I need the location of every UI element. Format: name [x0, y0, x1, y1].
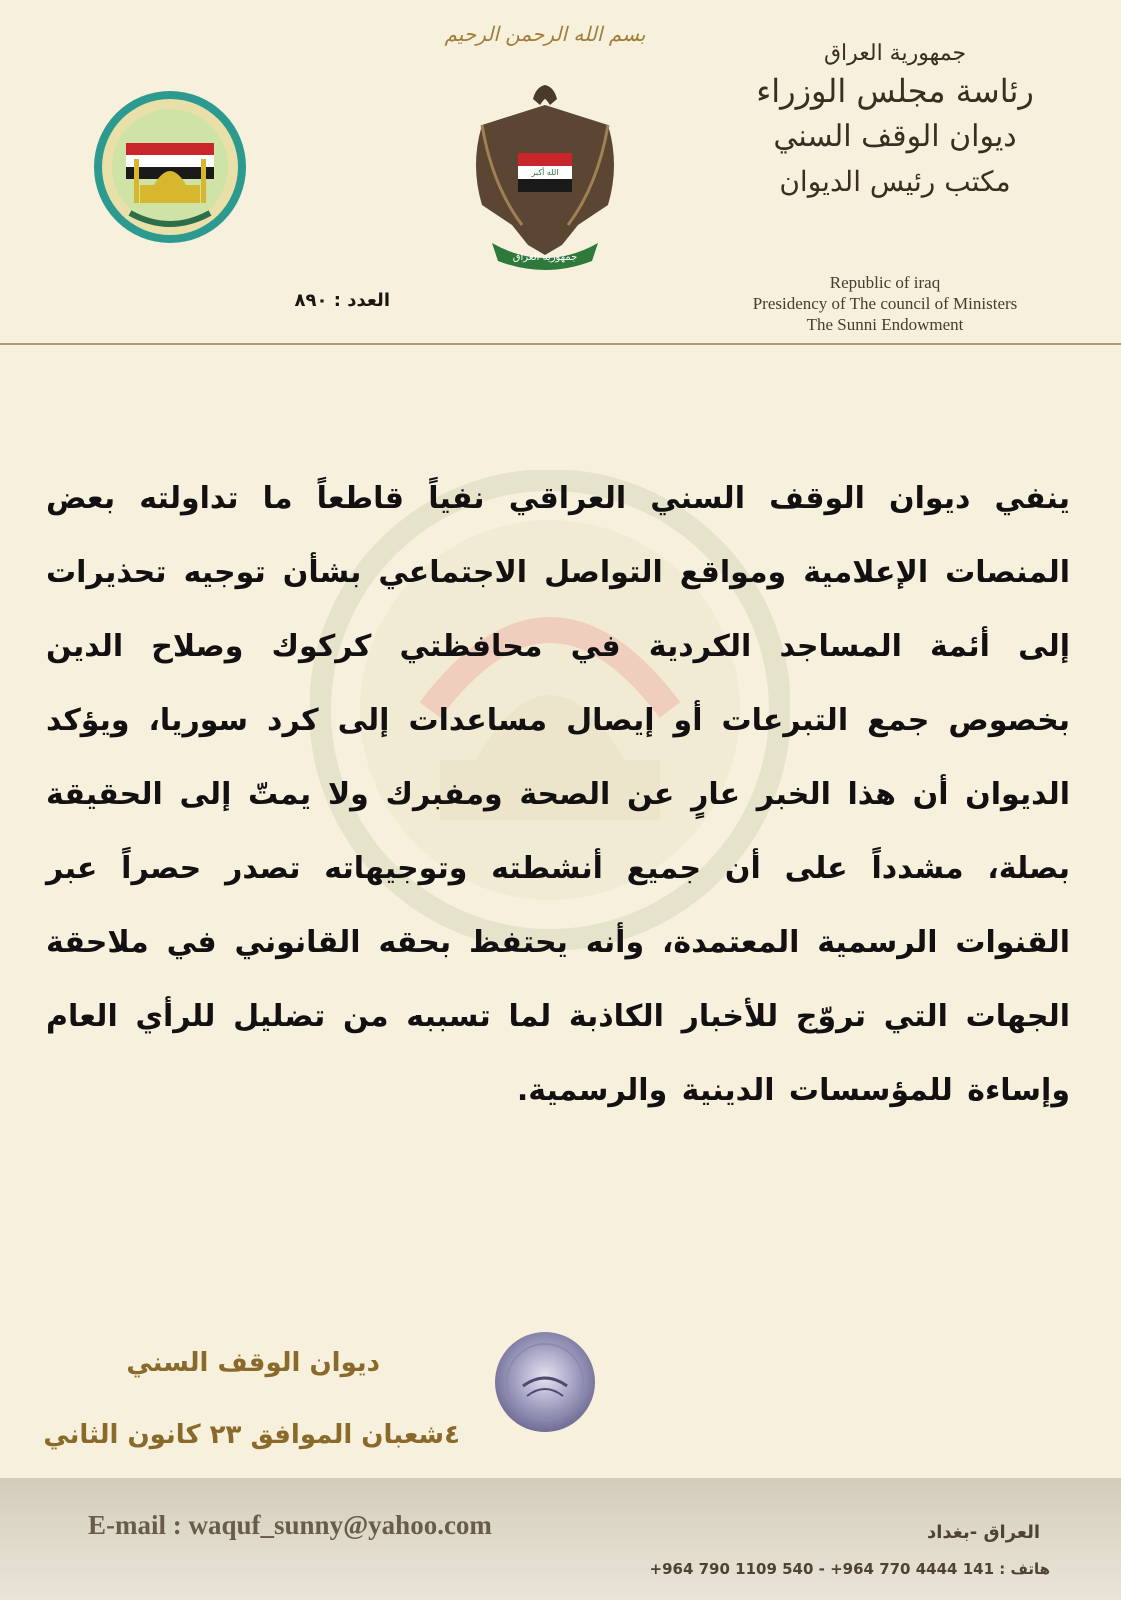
signature-name: ديوان الوقف السني: [126, 1348, 380, 1378]
footer-city: العراق -بغداد: [926, 1522, 1040, 1543]
letterhead-en-presidency: Presidency of The council of Ministers: [752, 294, 1018, 313]
signature-date: ٤شعبان الموافق ٢٣ كانون الثاني: [43, 1420, 460, 1450]
footer-phone-label: هاتف :: [999, 1560, 1050, 1578]
official-hologram-stamp: [493, 1330, 597, 1434]
letterhead-line-endowment: ديوان الوقف السني: [773, 119, 1017, 154]
footer-phone: [610, 1560, 1050, 1578]
english-letterhead: [710, 272, 1060, 335]
statement-body: ينفي ديوان الوقف السني العراقي نفياً قاطعاً ما تداولته بعض المنصات الإعلامية ومواقع التواصل الاجتماعي بشأن توجيه تحذيرات إلى أئمة المساجد الكردية في محافظتي كركوك وصلاح الدين بخصوص جمع التبرعات أو إيصال مساعدات إلى كرد سوريا، ويؤكد الديوان أن هذا الخبر عارٍ عن الصحة ومفبرك ولا يمتّ إلى الحقيقة بصلة، مشدداً على أن جميع أنشطته وتوجيهاته تصدر حصراً عبر القنوات الرسمية المعتمدة، وأنه يحتفظ بحقه القانوني في ملاحقة الجهات التي تروّج للأخبار الكاذبة لما تسببه من تضليل للرأي العام وإساءة للمؤسسات الدينية والرسمية.: [46, 481, 1070, 1108]
letterhead-line-presidency: رئاسة مجلس الوزراء: [756, 72, 1034, 110]
letterhead-line-republic: جمهورية العراق: [823, 41, 967, 66]
basmala: بسم الله الرحمن الرحيم: [444, 22, 646, 46]
letterhead-en-endowment: The Sunni Endowment: [806, 315, 964, 334]
footer-email: E-mail : waquf_sunny@yahoo.com: [88, 1510, 492, 1540]
emblem-takbir: الله أكبر: [531, 168, 559, 177]
reference-number-value: ٨٩٠: [294, 290, 328, 311]
emblem-banner-text: جمهورية العراق: [512, 252, 578, 263]
arabic-letterhead: [730, 40, 1060, 204]
letterhead-line-office: مكتب رئيس الديوان: [779, 165, 1011, 198]
iraq-eagle-emblem: [462, 75, 628, 275]
reference-number: [250, 290, 390, 311]
header-divider: [0, 343, 1121, 345]
reference-number-label: العدد :: [333, 290, 390, 311]
sunni-endowment-logo: [90, 85, 250, 255]
letterhead-en-republic: Republic of iraq: [829, 273, 941, 292]
footer-phone-numbers: +964 790 1109 540 - +964 770 4444 141: [649, 1560, 995, 1578]
